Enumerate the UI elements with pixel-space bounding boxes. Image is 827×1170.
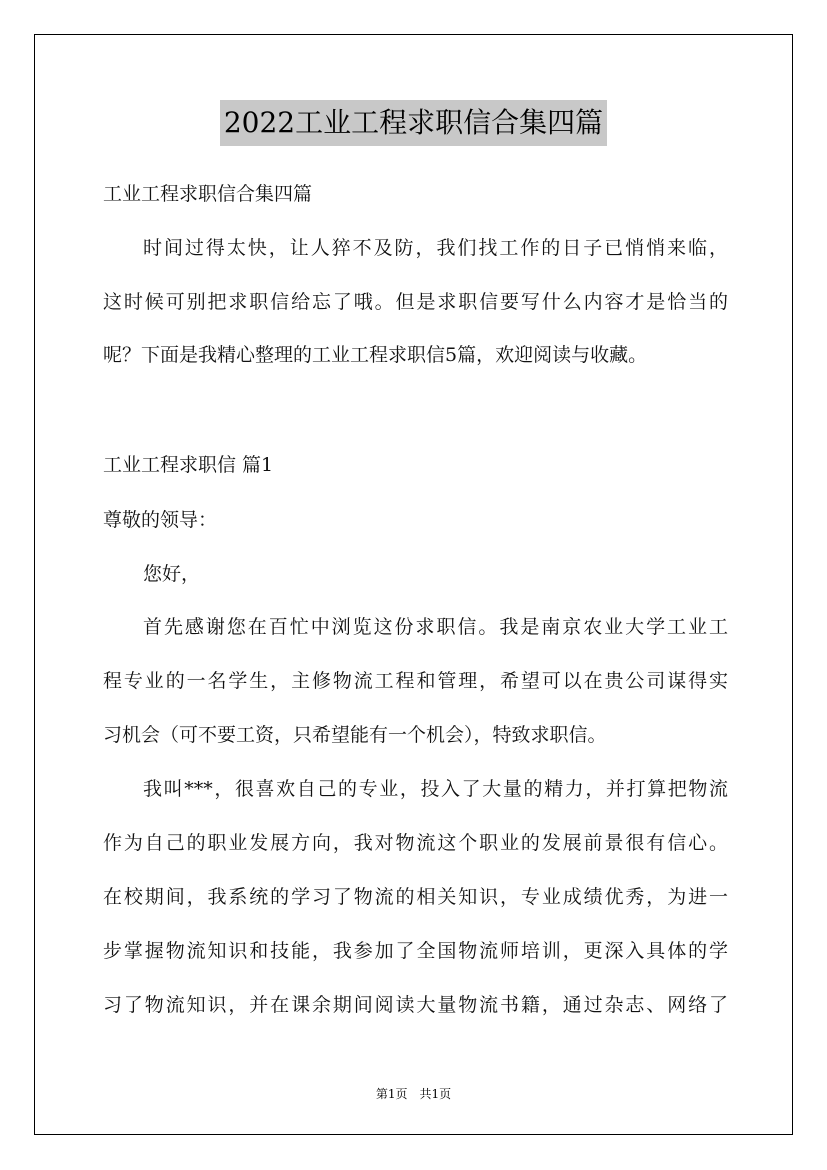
paragraph1-line-3: 习机会（可不要工资，只希望能有一个机会），特致求职信。 (103, 724, 607, 746)
subtitle: 工业工程求职信合集四篇 (103, 183, 313, 205)
page-footer: 第1页 共1页 (375, 1087, 452, 1101)
paragraph2-line-1: 我叫***，很喜欢自己的专业，投入了大量的精力，并打算把物流 (143, 778, 728, 800)
title-container (0, 100, 827, 146)
intro-line-3: 呢？下面是我精心整理的工业工程求职信5篇，欢迎阅读与收藏。 (103, 344, 648, 366)
paragraph1-line-1: 首先感谢您在百忙中浏览这份求职信。我是南京农业大学工业工 (143, 616, 728, 638)
paragraph1-line-2: 程专业的一名学生，主修物流工程和管理，希望可以在贵公司谋得实 (103, 670, 728, 692)
salutation: 尊敬的领导： (103, 509, 218, 531)
document-title: 2022工业工程求职信合集四篇 (220, 100, 607, 146)
intro-line-1: 时间过得太快，让人猝不及防，我们找工作的日子已悄悄来临， (143, 237, 728, 259)
paragraph2-line-5: 习了物流知识，并在课余期间阅读大量物流书籍，通过杂志、网络了 (103, 994, 728, 1016)
greeting: 您好， (143, 563, 201, 585)
intro-line-2: 这时候可别把求职信给忘了哦。但是求职信要写什么内容才是恰当的 (103, 291, 728, 313)
paragraph2-line-3: 在校期间，我系统的学习了物流的相关知识，专业成绩优秀，为进一 (103, 886, 728, 908)
paragraph2-line-4: 步掌握物流知识和技能，我参加了全国物流师培训，更深入具体的学 (103, 940, 728, 962)
section-heading: 工业工程求职信 篇1 (103, 454, 274, 476)
paragraph2-line-2: 作为自己的职业发展方向，我对物流这个职业的发展前景很有信心。 (103, 832, 728, 854)
